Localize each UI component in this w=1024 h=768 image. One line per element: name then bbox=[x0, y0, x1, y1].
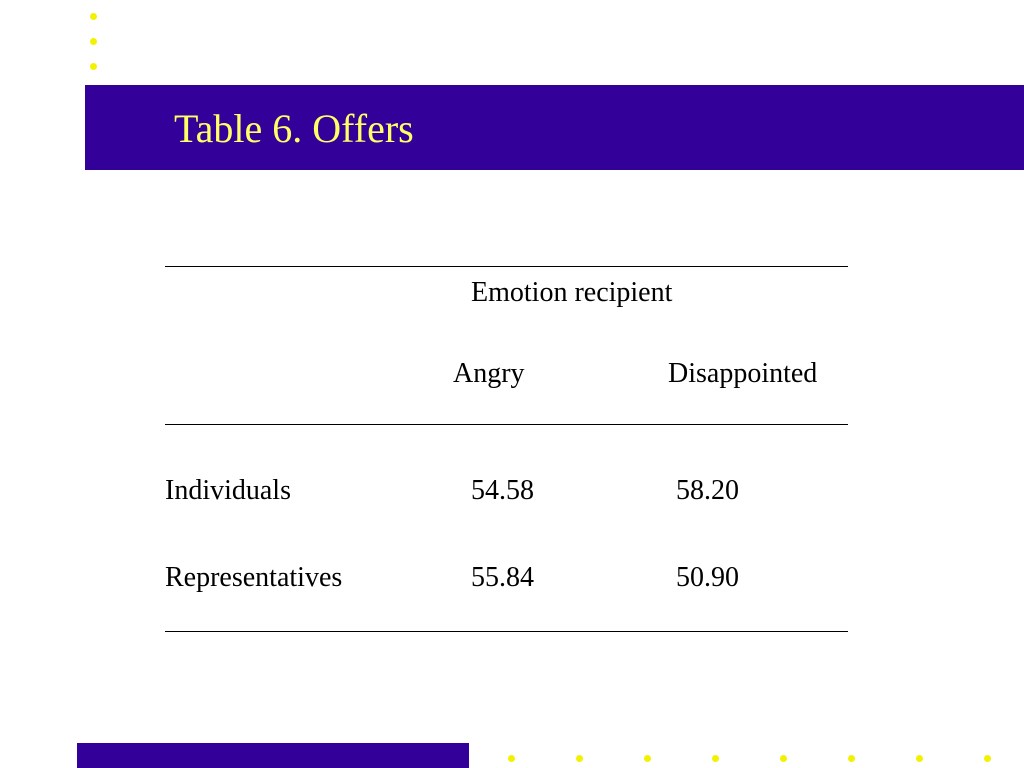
table-rule-bottom bbox=[165, 631, 848, 632]
decor-dot bbox=[90, 38, 97, 45]
table-rule-header bbox=[165, 424, 848, 425]
slide-title: Table 6. Offers bbox=[174, 106, 414, 151]
decor-dot bbox=[780, 755, 787, 762]
decor-dot bbox=[90, 13, 97, 20]
cell-individuals-angry: 54.58 bbox=[471, 475, 534, 506]
decor-dot bbox=[90, 63, 97, 70]
decor-dot bbox=[712, 755, 719, 762]
column-header-disappointed: Disappointed bbox=[668, 358, 818, 389]
row-label-individuals: Individuals bbox=[165, 475, 291, 506]
decor-dot bbox=[508, 755, 515, 762]
decor-dot bbox=[848, 755, 855, 762]
decor-dot bbox=[984, 755, 991, 762]
decor-dot bbox=[576, 755, 583, 762]
group-header: Emotion recipient bbox=[471, 277, 673, 308]
decor-dot bbox=[644, 755, 651, 762]
table-rule-top bbox=[165, 266, 848, 267]
cell-representatives-disappointed: 50.90 bbox=[676, 562, 739, 593]
footer-bar bbox=[77, 743, 469, 768]
row-label-representatives: Representatives bbox=[165, 562, 343, 593]
cell-representatives-angry: 55.84 bbox=[471, 562, 534, 593]
title-band bbox=[85, 85, 1024, 170]
decor-dot bbox=[916, 755, 923, 762]
cell-individuals-disappointed: 58.20 bbox=[676, 475, 739, 506]
column-header-angry: Angry bbox=[453, 358, 525, 389]
